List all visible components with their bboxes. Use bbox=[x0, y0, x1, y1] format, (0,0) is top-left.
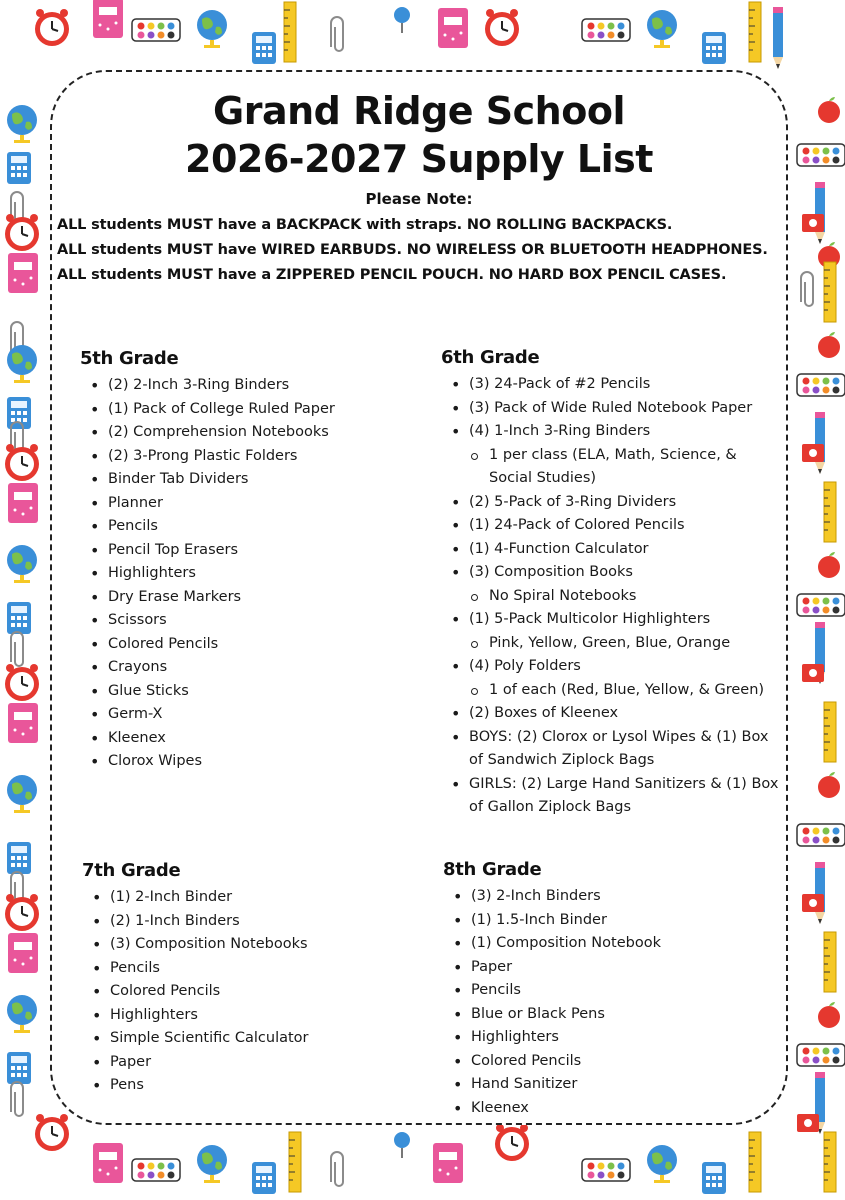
sharpener-icon bbox=[800, 890, 826, 920]
notebook-icon bbox=[90, 0, 126, 45]
list-item: • Scissors bbox=[80, 609, 400, 633]
note-pencil-pouch: ALL students MUST have a ZIPPERED PENCIL POUCH. NO HARD BOX PENCIL CASES. bbox=[57, 267, 727, 283]
paint-palette-icon bbox=[130, 1155, 182, 1189]
list-item: • Pencil Top Erasers bbox=[80, 539, 400, 563]
list-item: • GIRLS: (2) Large Hand Sanitizers & (1) Box of Gallon Ziplock Bags bbox=[441, 773, 781, 820]
notebook-icon bbox=[90, 1140, 126, 1190]
list-item: • (2) Comprehension Notebooks bbox=[80, 421, 400, 445]
grade8-list bbox=[443, 885, 783, 1120]
clock-icon bbox=[480, 5, 524, 53]
paperclip-icon bbox=[800, 270, 818, 316]
notebook-icon bbox=[5, 250, 41, 300]
globe-icon bbox=[190, 5, 234, 53]
paint-palette-icon bbox=[795, 590, 845, 624]
list-item: • Paper bbox=[82, 1051, 402, 1075]
calculator-icon bbox=[5, 150, 33, 190]
pushpin-icon bbox=[390, 5, 414, 39]
sub-list-item: No Spiral Notebooks bbox=[441, 585, 781, 609]
list-item: • (1) Composition Notebook bbox=[443, 932, 783, 956]
ruler-icon bbox=[745, 0, 765, 68]
list-item: • (2) Boxes of Kleenex bbox=[441, 702, 781, 726]
grade8-heading: 8th Grade bbox=[443, 859, 542, 880]
apple-icon bbox=[815, 95, 843, 129]
note-backpack: ALL students MUST have a BACKPACK with straps. NO ROLLING BACKPACKS. bbox=[57, 217, 673, 233]
clock-icon bbox=[30, 5, 74, 53]
globe-icon bbox=[0, 990, 44, 1038]
list-item: • Crayons bbox=[80, 656, 400, 680]
list-item: • Germ-X bbox=[80, 703, 400, 727]
grade6-section bbox=[441, 347, 781, 820]
list-item: • (3) Composition Notebooks bbox=[82, 933, 402, 957]
notebook-icon bbox=[435, 5, 471, 55]
list-item: • Pens bbox=[82, 1074, 402, 1098]
calculator-icon bbox=[700, 30, 728, 70]
list-item: • (2) 2-Inch 3-Ring Binders bbox=[80, 374, 400, 398]
pushpin-icon bbox=[390, 1130, 414, 1164]
list-item: • BOYS: (2) Clorox or Lysol Wipes & (1) Box of Sandwich Ziplock Bags bbox=[441, 726, 781, 773]
list-item: • Highlighters bbox=[82, 1004, 402, 1028]
calculator-icon bbox=[250, 1160, 278, 1200]
paint-palette-icon bbox=[795, 370, 845, 404]
list-item: • (1) 1.5-Inch Binder bbox=[443, 909, 783, 933]
ruler-icon bbox=[820, 700, 840, 768]
list-item: • (3) Composition Books bbox=[441, 561, 781, 585]
grade6-list bbox=[441, 373, 781, 820]
list-item: • Pencils bbox=[80, 515, 400, 539]
sharpener-icon bbox=[800, 440, 826, 470]
list-item: • Colored Pencils bbox=[80, 633, 400, 657]
sub-list-item: Pink, Yellow, Green, Blue, Orange bbox=[441, 632, 781, 656]
calculator-icon bbox=[700, 1160, 728, 1200]
notebook-icon bbox=[5, 480, 41, 530]
paperclip-icon bbox=[330, 15, 348, 61]
list-item: • Dry Erase Markers bbox=[80, 586, 400, 610]
list-item: • (3) 2-Inch Binders bbox=[443, 885, 783, 909]
page-subtitle: 2026-2027 Supply List bbox=[185, 137, 653, 181]
globe-icon bbox=[0, 340, 44, 388]
apple-icon bbox=[815, 550, 843, 584]
grade5-section bbox=[80, 348, 400, 774]
apple-icon bbox=[815, 770, 843, 804]
list-item: • (2) 1-Inch Binders bbox=[82, 910, 402, 934]
list-item: • Kleenex bbox=[80, 727, 400, 751]
paint-palette-icon bbox=[795, 1040, 845, 1074]
paint-palette-icon bbox=[130, 15, 182, 49]
list-item: • Highlighters bbox=[443, 1026, 783, 1050]
list-item: • Kleenex bbox=[443, 1097, 783, 1121]
list-item: • (3) Pack of Wide Ruled Notebook Paper bbox=[441, 397, 781, 421]
pencil-icon bbox=[770, 5, 786, 75]
notebook-icon bbox=[5, 700, 41, 750]
paperclip-icon bbox=[10, 1080, 28, 1126]
grade7-heading: 7th Grade bbox=[82, 860, 181, 881]
globe-icon bbox=[640, 5, 684, 53]
notebook-icon bbox=[430, 1140, 466, 1190]
list-item: • Paper bbox=[443, 956, 783, 980]
list-item: • (1) Pack of College Ruled Paper bbox=[80, 398, 400, 422]
list-item: • (1) 24-Pack of Colored Pencils bbox=[441, 514, 781, 538]
paint-palette-icon bbox=[580, 1155, 632, 1189]
apple-icon bbox=[815, 1000, 843, 1034]
ruler-icon bbox=[280, 0, 300, 68]
sub-list-item: 1 per class (ELA, Math, Science, & Social Studies) bbox=[441, 444, 781, 491]
grade6-heading: 6th Grade bbox=[441, 347, 540, 368]
grade5-list bbox=[80, 374, 400, 774]
list-item: • (2) 3-Prong Plastic Folders bbox=[80, 445, 400, 469]
list-item: • Blue or Black Pens bbox=[443, 1003, 783, 1027]
list-item: • Binder Tab Dividers bbox=[80, 468, 400, 492]
list-item: • Planner bbox=[80, 492, 400, 516]
ruler-icon bbox=[285, 1130, 305, 1198]
note-earbuds: ALL students MUST have WIRED EARBUDS. NO WIRELESS OR BLUETOOTH HEADPHONES. bbox=[57, 242, 768, 258]
sharpener-icon bbox=[800, 210, 826, 240]
paint-palette-icon bbox=[580, 15, 632, 49]
list-item: • (2) 5-Pack of 3-Ring Dividers bbox=[441, 491, 781, 515]
list-item: • Clorox Wipes bbox=[80, 750, 400, 774]
grade8-section bbox=[443, 859, 783, 1120]
note-heading: Please Note: bbox=[365, 190, 473, 208]
list-item: • (1) 4-Function Calculator bbox=[441, 538, 781, 562]
clock-icon bbox=[490, 1120, 534, 1168]
ruler-icon bbox=[820, 480, 840, 548]
globe-icon bbox=[0, 540, 44, 588]
grade7-list bbox=[82, 886, 402, 1098]
ruler-icon bbox=[820, 260, 840, 328]
globe-icon bbox=[0, 100, 44, 148]
sharpener-icon bbox=[795, 1110, 821, 1140]
sub-list-item: 1 of each (Red, Blue, Yellow, & Green) bbox=[441, 679, 781, 703]
list-item: • Hand Sanitizer bbox=[443, 1073, 783, 1097]
sharpener-icon bbox=[800, 660, 826, 690]
list-item: • Colored Pencils bbox=[82, 980, 402, 1004]
list-item: • (1) 5-Pack Multicolor Highlighters bbox=[441, 608, 781, 632]
list-item: • Pencils bbox=[443, 979, 783, 1003]
globe-icon bbox=[0, 770, 44, 818]
calculator-icon bbox=[250, 30, 278, 70]
grade5-heading: 5th Grade bbox=[80, 348, 179, 369]
page-title: Grand Ridge School bbox=[213, 89, 625, 133]
ruler-icon bbox=[820, 1130, 840, 1198]
ruler-icon bbox=[820, 930, 840, 998]
globe-icon bbox=[640, 1140, 684, 1188]
list-item: • Simple Scientific Calculator bbox=[82, 1027, 402, 1051]
list-item: • Glue Sticks bbox=[80, 680, 400, 704]
grade7-section bbox=[82, 860, 402, 1098]
apple-icon bbox=[815, 330, 843, 364]
paint-palette-icon bbox=[795, 820, 845, 854]
notebook-icon bbox=[5, 930, 41, 980]
paperclip-icon bbox=[330, 1150, 348, 1196]
list-item: • (4) 1-Inch 3-Ring Binders bbox=[441, 420, 781, 444]
list-item: • Pencils bbox=[82, 957, 402, 981]
list-item: • (3) 24-Pack of #2 Pencils bbox=[441, 373, 781, 397]
list-item: • Colored Pencils bbox=[443, 1050, 783, 1074]
ruler-icon bbox=[745, 1130, 765, 1198]
list-item: • (1) 2-Inch Binder bbox=[82, 886, 402, 910]
clock-icon bbox=[30, 1110, 74, 1158]
paint-palette-icon bbox=[795, 140, 845, 174]
list-item: • (4) Poly Folders bbox=[441, 655, 781, 679]
list-item: • Highlighters bbox=[80, 562, 400, 586]
globe-icon bbox=[190, 1140, 234, 1188]
